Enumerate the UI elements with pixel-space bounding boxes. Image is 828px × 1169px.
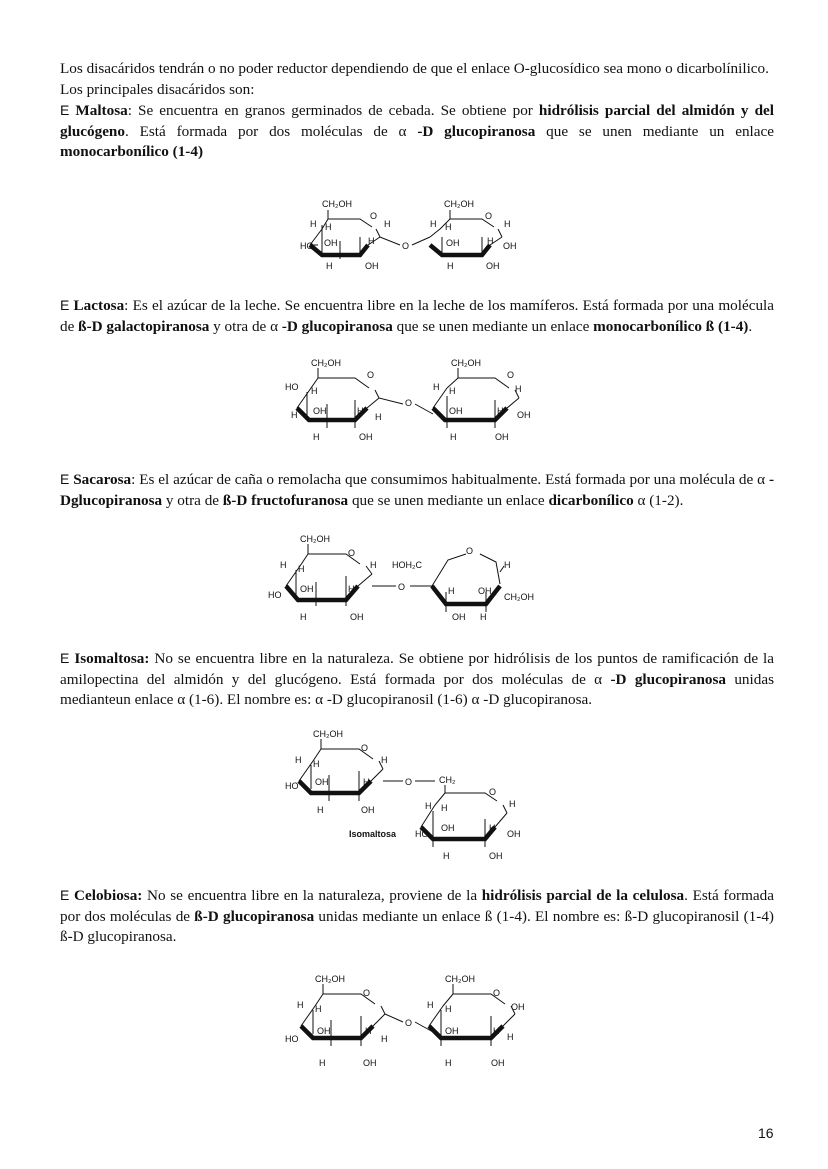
svg-text:CH₂OH: CH₂OH xyxy=(444,199,474,209)
svg-text:OH: OH xyxy=(445,1026,459,1036)
svg-text:HO: HO xyxy=(268,590,282,600)
celobiosa-paragraph: E Celobiosa: No se encuentra libre en la naturaleza, proviene de la hidrólisis parcial de la celulosa. Está formada por dos moléculas de ß-D glucopiranosa unidas mediante un enlace ß (1-4). El nombre es: ß-D glucopiranosil (1-4) ß-D glucopiranosa. xyxy=(60,887,774,945)
svg-text:OH: OH xyxy=(489,851,503,861)
svg-text:H: H xyxy=(375,412,382,422)
svg-text:OH: OH xyxy=(324,238,338,248)
maltosa-structure xyxy=(300,197,530,277)
svg-text:O: O xyxy=(507,370,515,380)
svg-text:H: H xyxy=(445,222,452,232)
svg-text:HO: HO xyxy=(285,1034,299,1044)
svg-text:OH: OH xyxy=(361,805,375,815)
lactosa-structure xyxy=(283,356,543,448)
svg-text:O: O xyxy=(489,787,497,797)
svg-text:H: H xyxy=(326,261,333,271)
svg-text:HO: HO xyxy=(285,781,299,791)
svg-text:H: H xyxy=(310,219,317,229)
svg-text:CH₂OH: CH₂OH xyxy=(451,358,481,368)
svg-text:H: H xyxy=(295,755,302,765)
svg-text:OH: OH xyxy=(441,823,455,833)
svg-text:OH: OH xyxy=(350,612,364,622)
svg-text:H: H xyxy=(504,560,511,570)
svg-text:H: H xyxy=(448,586,455,596)
svg-text:H: H xyxy=(357,406,364,416)
svg-text:H: H xyxy=(480,612,487,622)
svg-text:OH: OH xyxy=(313,406,327,416)
term-sacarosa: Sacarosa xyxy=(73,471,132,488)
svg-text:OH: OH xyxy=(507,829,521,839)
svg-text:H: H xyxy=(319,1058,326,1068)
svg-text:H: H xyxy=(427,1000,434,1010)
svg-text:H: H xyxy=(381,1034,388,1044)
svg-text:O: O xyxy=(405,777,413,787)
svg-text:H: H xyxy=(370,560,377,570)
bullet-icon: E xyxy=(60,102,70,118)
svg-text:OH: OH xyxy=(478,586,492,596)
svg-text:H: H xyxy=(317,805,324,815)
svg-text:H: H xyxy=(298,564,305,574)
svg-text:H: H xyxy=(313,432,320,442)
svg-text:H: H xyxy=(368,236,375,246)
svg-text:H: H xyxy=(497,406,504,416)
svg-text:CH₂OH: CH₂OH xyxy=(315,974,345,984)
svg-text:H: H xyxy=(430,219,437,229)
term-lactosa: Lactosa xyxy=(73,297,125,314)
svg-text:CH₂OH: CH₂OH xyxy=(300,534,330,544)
svg-text:H: H xyxy=(313,759,320,769)
svg-text:CH₂OH: CH₂OH xyxy=(504,592,534,602)
svg-text:CH₂OH: CH₂OH xyxy=(445,974,475,984)
term-isomaltosa: Isomaltosa: xyxy=(74,650,150,667)
svg-text:OH: OH xyxy=(449,406,463,416)
intro-text: Los disacáridos tendrán o no poder reductor dependiendo de que el enlace O-glucosídico sea mono o dicarbolínilico. xyxy=(60,60,769,77)
term-celobiosa: Celobiosa: xyxy=(74,887,143,904)
svg-text:CH₂: CH₂ xyxy=(439,775,456,785)
svg-text:O: O xyxy=(370,211,378,221)
svg-text:HO: HO xyxy=(300,241,314,251)
svg-text:CH₂OH: CH₂OH xyxy=(322,199,352,209)
svg-text:H: H xyxy=(504,219,511,229)
svg-text:H: H xyxy=(300,612,307,622)
svg-text:OH: OH xyxy=(446,238,460,248)
svg-text:H: H xyxy=(443,851,450,861)
svg-text:OH: OH xyxy=(486,261,500,271)
svg-text:H: H xyxy=(449,386,456,396)
svg-text:H: H xyxy=(280,560,287,570)
svg-text:H: H xyxy=(493,1026,500,1036)
intro-list-lead: Los principales disacáridos son: xyxy=(60,80,255,98)
svg-text:H: H xyxy=(315,1004,322,1014)
svg-text:H: H xyxy=(425,801,432,811)
svg-text:O: O xyxy=(466,546,474,556)
svg-text:H: H xyxy=(487,236,494,246)
intro-paragraph: Los disacáridos tendrán o no poder reductor dependiendo de que el enlace O-glucosídico sea mono o dicarbolínilico. Los principales disacáridos son: E Maltosa: Se encuentra en granos germinados de cebada. Se obtiene por hidrólisis parcial del almidón y del glucógeno. Está formada por dos moléculas de α -D glucopiranosa que se unen mediante un enlace monocarbonílico (1-4) xyxy=(60,60,774,160)
svg-text:H: H xyxy=(291,410,298,420)
isomaltosa-paragraph: E Isomaltosa: No se encuentra libre en la naturaleza. Se obtiene por hidrólisis de los puntos de ramificación de la amilopectina del almidón y del glucógeno. Está formada por dos moléculas de α -D glucopiranosa unidas medianteun enlace α (1-6). El nombre es: α -D glucopiranosil (1-6) α -D glucopiranosa. xyxy=(60,650,774,708)
bullet-icon: E xyxy=(60,297,70,313)
svg-text:H: H xyxy=(450,432,457,442)
svg-text:CH₂OH: CH₂OH xyxy=(313,729,343,739)
svg-text:O: O xyxy=(405,1018,413,1028)
svg-text:H: H xyxy=(509,799,516,809)
svg-text:H: H xyxy=(515,384,522,394)
svg-text:O: O xyxy=(348,548,356,558)
svg-text:H: H xyxy=(297,1000,304,1010)
isomaltosa-structure xyxy=(285,727,545,863)
term-maltosa: Maltosa xyxy=(75,102,128,119)
page-number: 16 xyxy=(758,1125,774,1141)
svg-text:OH: OH xyxy=(363,1058,377,1068)
svg-text:H: H xyxy=(348,584,355,594)
svg-text:OH: OH xyxy=(511,1002,525,1012)
svg-text:H: H xyxy=(325,222,332,232)
svg-text:OH: OH xyxy=(365,261,379,271)
svg-text:OH: OH xyxy=(491,1058,505,1068)
svg-text:OH: OH xyxy=(300,584,314,594)
svg-text:OH: OH xyxy=(517,410,531,420)
svg-text:H: H xyxy=(447,261,454,271)
svg-text:O: O xyxy=(405,398,413,408)
svg-text:OH: OH xyxy=(503,241,517,251)
svg-text:O: O xyxy=(363,988,371,998)
celobiosa-structure xyxy=(285,972,545,1072)
svg-text:H: H xyxy=(381,755,388,765)
bullet-icon: E xyxy=(60,887,70,903)
svg-text:H: H xyxy=(445,1004,452,1014)
lactosa-paragraph: E Lactosa: Es el azúcar de la leche. Se encuentra libre en la leche de los mamíferos. Está formada por una molécula de ß-D galactopiranosa y otra de α -D glucopiranosa que se unen mediante un enlace monocarbonílico ß (1-4). xyxy=(60,297,774,335)
svg-text:H: H xyxy=(365,1026,372,1036)
svg-text:CH₂OH: CH₂OH xyxy=(311,358,341,368)
svg-text:HO: HO xyxy=(415,829,429,839)
svg-text:O: O xyxy=(361,743,369,753)
svg-text:H: H xyxy=(363,777,370,787)
svg-text:H: H xyxy=(441,803,448,813)
svg-text:H: H xyxy=(384,219,391,229)
svg-text:HOH₂C: HOH₂C xyxy=(392,560,422,570)
svg-text:HO: HO xyxy=(285,382,299,392)
sacarosa-structure xyxy=(268,532,558,628)
svg-text:OH: OH xyxy=(317,1026,331,1036)
svg-text:H: H xyxy=(489,823,496,833)
svg-text:O: O xyxy=(367,370,375,380)
bullet-icon: E xyxy=(60,471,70,487)
svg-text:OH: OH xyxy=(452,612,466,622)
svg-text:H: H xyxy=(507,1032,514,1042)
bullet-icon: E xyxy=(60,650,70,666)
svg-text:O: O xyxy=(493,988,501,998)
svg-text:OH: OH xyxy=(359,432,373,442)
svg-text:OH: OH xyxy=(495,432,509,442)
svg-text:H: H xyxy=(445,1058,452,1068)
svg-text:O: O xyxy=(402,241,410,251)
svg-text:H: H xyxy=(433,382,440,392)
svg-text:O: O xyxy=(398,582,406,592)
svg-text:OH: OH xyxy=(315,777,329,787)
svg-text:O: O xyxy=(485,211,493,221)
isomaltosa-label: Isomaltosa xyxy=(349,829,397,839)
svg-text:H: H xyxy=(311,386,318,396)
sacarosa-paragraph: E Sacarosa: Es el azúcar de caña o remolacha que consumimos habitualmente. Está formada por una molécula de α -Dglucopiranosa y otra de ß-D fructofuranosa que se unen mediante un enlace dicarbonílico α (1-2). xyxy=(60,471,774,509)
